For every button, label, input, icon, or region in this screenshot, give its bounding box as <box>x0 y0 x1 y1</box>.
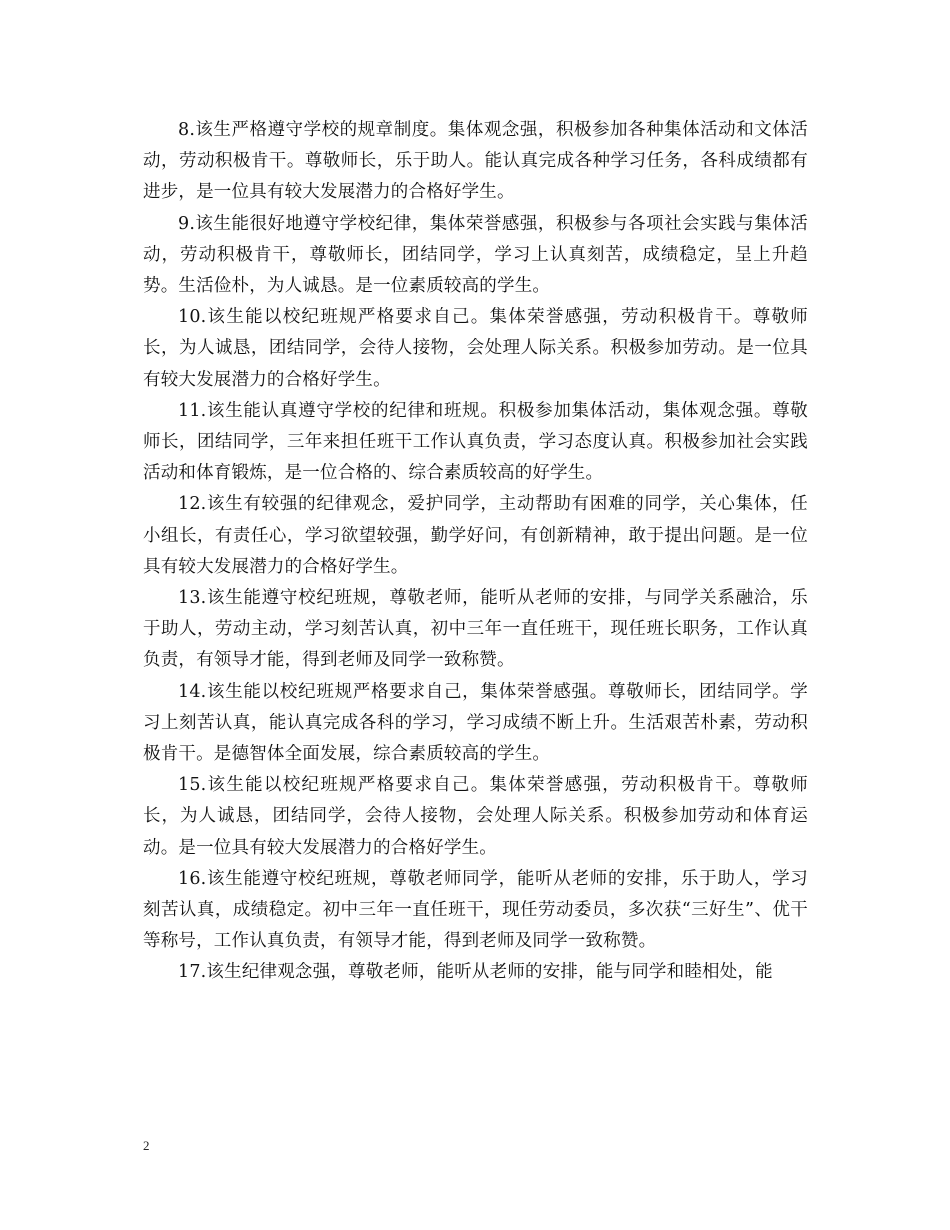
paragraph-10: 10.该生能以校纪班规严格要求自己。集体荣誉感强，劳动积极肯干。尊敬师长，为人诚恳，团结同学，会待人接物，会处理人际关系。积极参加劳动。是一位具有较大发展潜力的合格好学生。 <box>143 307 808 390</box>
paragraph-11: 11.该生能认真遵守学校的纪律和班规。积极参加集体活动，集体观念强。尊敬师长，团结同学，三年来担任班干工作认真负责，学习态度认真。积极参加社会实践活动和体育锻炼，是一位合格的、综合素质较高的好学生。 <box>143 400 808 484</box>
paragraph-8: 8.该生严格遵守学校的规章制度。集体观念强，积极参加各种集体活动和文体活动，劳动积极肯干。尊敬师长，乐于助人。能认真完成各种学习任务，各科成绩都有进步，是一位具有较大发展潜力的合格好学生。 <box>143 120 808 203</box>
paragraph-12: 12.该生有较强的纪律观念，爱护同学，主动帮助有困难的同学，关心集体，任小组长，有责任心，学习欲望较强，勤学好问，有创新精神，敢于提出问题。是一位具有较大发展潜力的合格好学生。 <box>143 494 808 577</box>
paragraph-13: 13.该生能遵守校纪班规，尊敬老师，能听从老师的安排，与同学关系融洽，乐于助人，劳动主动，学习刻苦认真，初中三年一直任班干，现任班长职务，工作认真负责，有领导才能，得到老师及同学一致称赞。 <box>143 588 808 671</box>
paragraph-16: 16.该生能遵守校纪班规，尊敬老师同学，能听从老师的安排，乐于助人，学习刻苦认真，成绩稳定。初中三年一直任班干，现任劳动委员，多次获“三好生”、优干等称号，工作认真负责，有领导才能，得到老师及同学一致称赞。 <box>143 868 808 952</box>
paragraph-15: 15.该生能以校纪班规严格要求自己。集体荣誉感强，劳动积极肯干。尊敬师长，为人诚恳，团结同学，会待人接物，会处理人际关系。积极参加劳动和体育运动。是一位具有较大发展潜力的合格好学生。 <box>143 775 808 858</box>
paragraph-17: 17.该生纪律观念强，尊敬老师，能听从老师的安排，能与同学和睦相处，能 <box>178 962 773 983</box>
document-body <box>143 115 808 989</box>
paragraph-9: 9.该生能很好地遵守学校纪律，集体荣誉感强，积极参与各项社会实践与集体活动，劳动积极肯干，尊敬师长，团结同学，学习上认真刻苦，成绩稳定，呈上升趋势。生活俭朴，为人诚恳。是一位素质较高的学生。 <box>143 213 808 297</box>
page-number: 2 <box>143 1138 150 1153</box>
paragraph-14: 14.该生能以校纪班规严格要求自己，集体荣誉感强。尊敬师长，团结同学。学习上刻苦认真，能认真完成各科的学习，学习成绩不断上升。生活艰苦朴素，劳动积极肯干。是德智体全面发展，综合素质较高的学生。 <box>143 681 808 765</box>
